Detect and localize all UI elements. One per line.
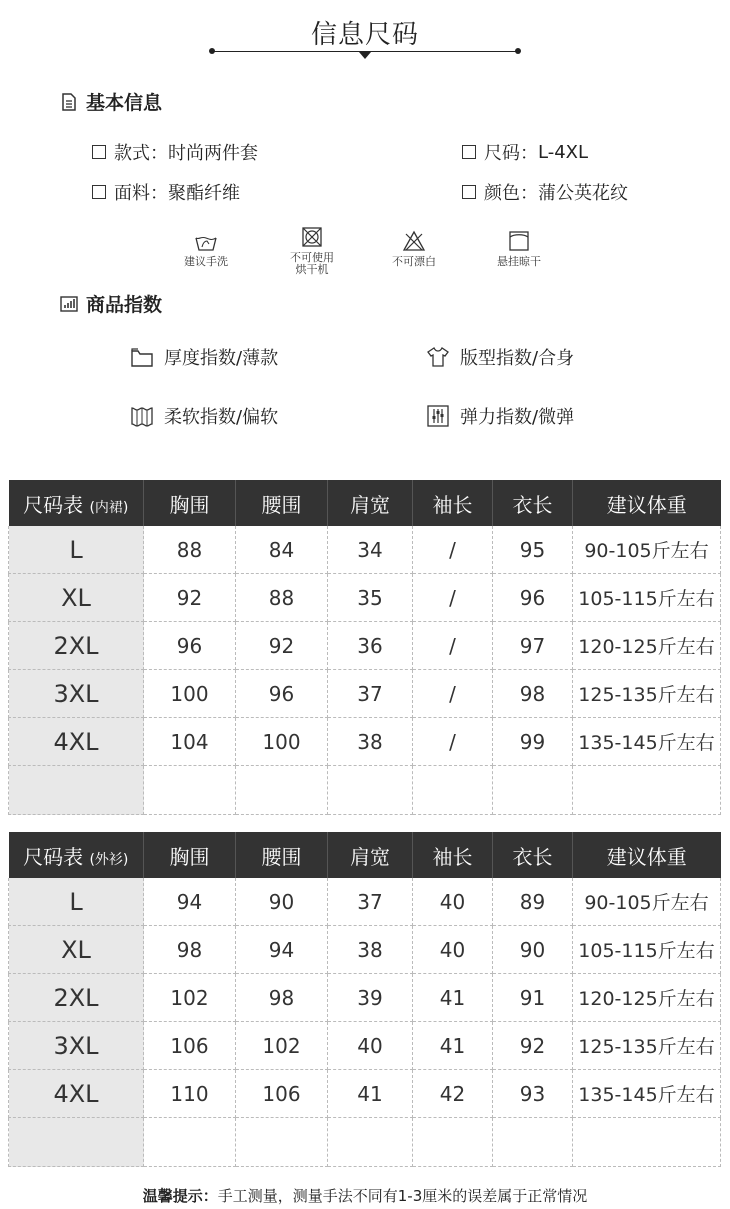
info-style-value: 时尚两件套: [168, 143, 258, 164]
table-cell: 35: [328, 574, 413, 622]
divider-dot-right: [515, 48, 521, 54]
table-title: 尺码表: [23, 844, 84, 869]
table-cell: [493, 766, 573, 815]
size-cell: 2XL: [9, 974, 144, 1022]
table-cell: 41: [413, 1022, 493, 1070]
table-cell: [573, 766, 721, 815]
table-row: [9, 718, 721, 766]
table-cell: 110: [144, 1070, 236, 1118]
checkbox-square-icon: [462, 185, 476, 199]
table-cell: 120-125斤左右: [573, 622, 721, 670]
size-cell: 2XL: [9, 622, 144, 670]
size-cell: XL: [9, 926, 144, 974]
divider-dot-left: [209, 48, 215, 54]
table-subtitle: (内裙): [89, 499, 129, 516]
column-header: 衣长: [493, 480, 573, 526]
table-cell: /: [413, 670, 493, 718]
care-no-dryer-label: 不可使用 烘干机: [290, 251, 334, 276]
table-row: [9, 878, 721, 926]
table-cell: 96: [144, 622, 236, 670]
column-header: 衣长: [493, 832, 573, 878]
table-cell: [328, 766, 413, 815]
info-fabric-value: 聚酯纤维: [168, 183, 240, 204]
table-cell: 100: [144, 670, 236, 718]
table-cell: 94: [144, 878, 236, 926]
table-cell: 125-135斤左右: [573, 670, 721, 718]
table-cell: 92: [493, 1022, 573, 1070]
table-cell: 99: [493, 718, 573, 766]
table-cell: 104: [144, 718, 236, 766]
table-title-cell: [9, 480, 144, 526]
table-cell: 37: [328, 878, 413, 926]
size-cell: 4XL: [9, 1070, 144, 1118]
table-cell: 38: [328, 926, 413, 974]
table-subtitle: (外衫): [89, 851, 129, 868]
info-size: [462, 139, 588, 165]
index-elasticity: [426, 403, 574, 429]
table-row: [9, 622, 721, 670]
shirt-icon: [426, 346, 450, 368]
info-color-label: 颜色：: [484, 183, 538, 204]
table-cell: 98: [493, 670, 573, 718]
size-cell: 3XL: [9, 670, 144, 718]
table-cell: 120-125斤左右: [573, 974, 721, 1022]
tip-label: 温馨提示：: [142, 1187, 218, 1205]
checkbox-square-icon: [92, 145, 106, 159]
table-cell: 100: [236, 718, 328, 766]
table-cell: [573, 1118, 721, 1167]
column-header: 肩宽: [328, 480, 413, 526]
table-cell: [413, 1118, 493, 1167]
product-index-title: 商品指数: [86, 294, 163, 316]
table-cell: 135-145斤左右: [573, 1070, 721, 1118]
size-cell: [9, 1118, 144, 1167]
size-cell: 3XL: [9, 1022, 144, 1070]
table-cell: [144, 766, 236, 815]
table-cell: 41: [328, 1070, 413, 1118]
table-cell: 88: [236, 574, 328, 622]
care-no-bleach: [374, 230, 454, 268]
hand-wash-icon: [194, 232, 218, 252]
table-cell: 90: [493, 926, 573, 974]
table-row-empty: [9, 1118, 721, 1167]
care-hand-wash: [166, 232, 246, 268]
table-cell: 40: [413, 878, 493, 926]
table-header-row: [9, 832, 721, 878]
table-cell: 90-105斤左右: [573, 526, 721, 574]
column-header: 腰围: [236, 832, 328, 878]
table-cell: 90-105斤左右: [573, 878, 721, 926]
document-icon: [60, 93, 78, 111]
info-size-value: L-4XL: [538, 141, 589, 163]
care-no-bleach-label: 不可漂白: [392, 255, 436, 268]
table-cell: 98: [144, 926, 236, 974]
info-color: [462, 179, 628, 205]
measurement-tip: [0, 1185, 730, 1206]
basic-info-heading: [60, 88, 162, 115]
column-header: 胸围: [144, 480, 236, 526]
care-no-dryer: [272, 226, 352, 276]
sliders-icon: [426, 404, 450, 428]
table-row: [9, 670, 721, 718]
size-cell: 4XL: [9, 718, 144, 766]
table-cell: 34: [328, 526, 413, 574]
table-cell: 84: [236, 526, 328, 574]
table-cell: 106: [144, 1022, 236, 1070]
index-elasticity-text: 弹力指数/微弹: [460, 407, 575, 428]
checkbox-square-icon: [462, 145, 476, 159]
table-cell: 102: [144, 974, 236, 1022]
care-hang-dry: [479, 230, 559, 268]
index-softness-text: 柔软指数/偏软: [164, 407, 279, 428]
basic-info-title: 基本信息: [86, 92, 163, 114]
table-cell: 41: [413, 974, 493, 1022]
info-style-label: 款式：: [114, 143, 168, 164]
table-cell: 39: [328, 974, 413, 1022]
table-cell: 96: [493, 574, 573, 622]
table-row: [9, 974, 721, 1022]
info-size-label: 尺码：: [484, 143, 538, 164]
tip-text: 手工测量，测量手法不同有1-3厘米的误差属于正常情况: [217, 1187, 588, 1205]
info-fabric-label: 面料：: [114, 183, 168, 204]
table-cell: 96: [236, 670, 328, 718]
no-tumble-dry-icon: [301, 226, 323, 248]
info-fabric: [92, 179, 240, 205]
column-header: 袖长: [413, 832, 493, 878]
table-cell: [493, 1118, 573, 1167]
care-hand-wash-label: 建议手洗: [184, 255, 228, 268]
table-cell: 36: [328, 622, 413, 670]
table-cell: 42: [413, 1070, 493, 1118]
table-cell: [236, 1118, 328, 1167]
column-header: 建议体重: [573, 480, 721, 526]
table-row: [9, 526, 721, 574]
size-cell: L: [9, 526, 144, 574]
column-header: 腰围: [236, 480, 328, 526]
table-cell: 92: [236, 622, 328, 670]
table-header-row: [9, 480, 721, 526]
table-cell: [144, 1118, 236, 1167]
divider-arrow: [359, 52, 371, 59]
hang-dry-icon: [508, 230, 530, 252]
table-cell: 40: [328, 1022, 413, 1070]
table-title-cell: [9, 832, 144, 878]
fabric-icon: [130, 404, 154, 428]
no-bleach-icon: [402, 230, 426, 252]
index-softness: [130, 403, 278, 429]
table-row-empty: [9, 766, 721, 815]
table-cell: [328, 1118, 413, 1167]
page-title: 信息尺码: [310, 20, 419, 50]
info-style: [92, 139, 258, 165]
size-cell: L: [9, 878, 144, 926]
care-hang-dry-label: 悬挂晾干: [497, 255, 541, 268]
table-cell: [236, 766, 328, 815]
column-header: 胸围: [144, 832, 236, 878]
index-fit: [426, 344, 574, 370]
table-title: 尺码表: [23, 492, 84, 517]
table-cell: 97: [493, 622, 573, 670]
table-cell: /: [413, 526, 493, 574]
table-cell: 92: [144, 574, 236, 622]
column-header: 肩宽: [328, 832, 413, 878]
table-row: [9, 574, 721, 622]
size-table-outer: [8, 832, 721, 1167]
table-cell: /: [413, 622, 493, 670]
index-fit-text: 版型指数/合身: [460, 348, 575, 369]
product-index-heading: [60, 290, 162, 317]
index-thickness: [130, 344, 278, 370]
table-cell: 37: [328, 670, 413, 718]
column-header: 建议体重: [573, 832, 721, 878]
table-row: [9, 1022, 721, 1070]
table-cell: /: [413, 718, 493, 766]
table-cell: 125-135斤左右: [573, 1022, 721, 1070]
table-cell: 91: [493, 974, 573, 1022]
table-cell: [413, 766, 493, 815]
table-row: [9, 926, 721, 974]
table-row: [9, 1070, 721, 1118]
table-cell: 105-115斤左右: [573, 574, 721, 622]
table-cell: 102: [236, 1022, 328, 1070]
table-cell: 135-145斤左右: [573, 718, 721, 766]
bar-chart-icon: [60, 295, 78, 313]
size-cell: XL: [9, 574, 144, 622]
index-thickness-text: 厚度指数/薄款: [164, 348, 279, 369]
table-cell: 93: [493, 1070, 573, 1118]
table-cell: 89: [493, 878, 573, 926]
table-cell: /: [413, 574, 493, 622]
info-color-value: 蒲公英花纹: [538, 183, 628, 204]
table-cell: 95: [493, 526, 573, 574]
size-table-inner: [8, 480, 721, 815]
table-cell: 90: [236, 878, 328, 926]
checkbox-square-icon: [92, 185, 106, 199]
table-cell: 40: [413, 926, 493, 974]
table-cell: 105-115斤左右: [573, 926, 721, 974]
table-cell: 94: [236, 926, 328, 974]
table-cell: 38: [328, 718, 413, 766]
folder-icon: [130, 346, 154, 368]
table-cell: 98: [236, 974, 328, 1022]
column-header: 袖长: [413, 480, 493, 526]
table-cell: 106: [236, 1070, 328, 1118]
table-cell: 88: [144, 526, 236, 574]
size-cell: [9, 766, 144, 815]
